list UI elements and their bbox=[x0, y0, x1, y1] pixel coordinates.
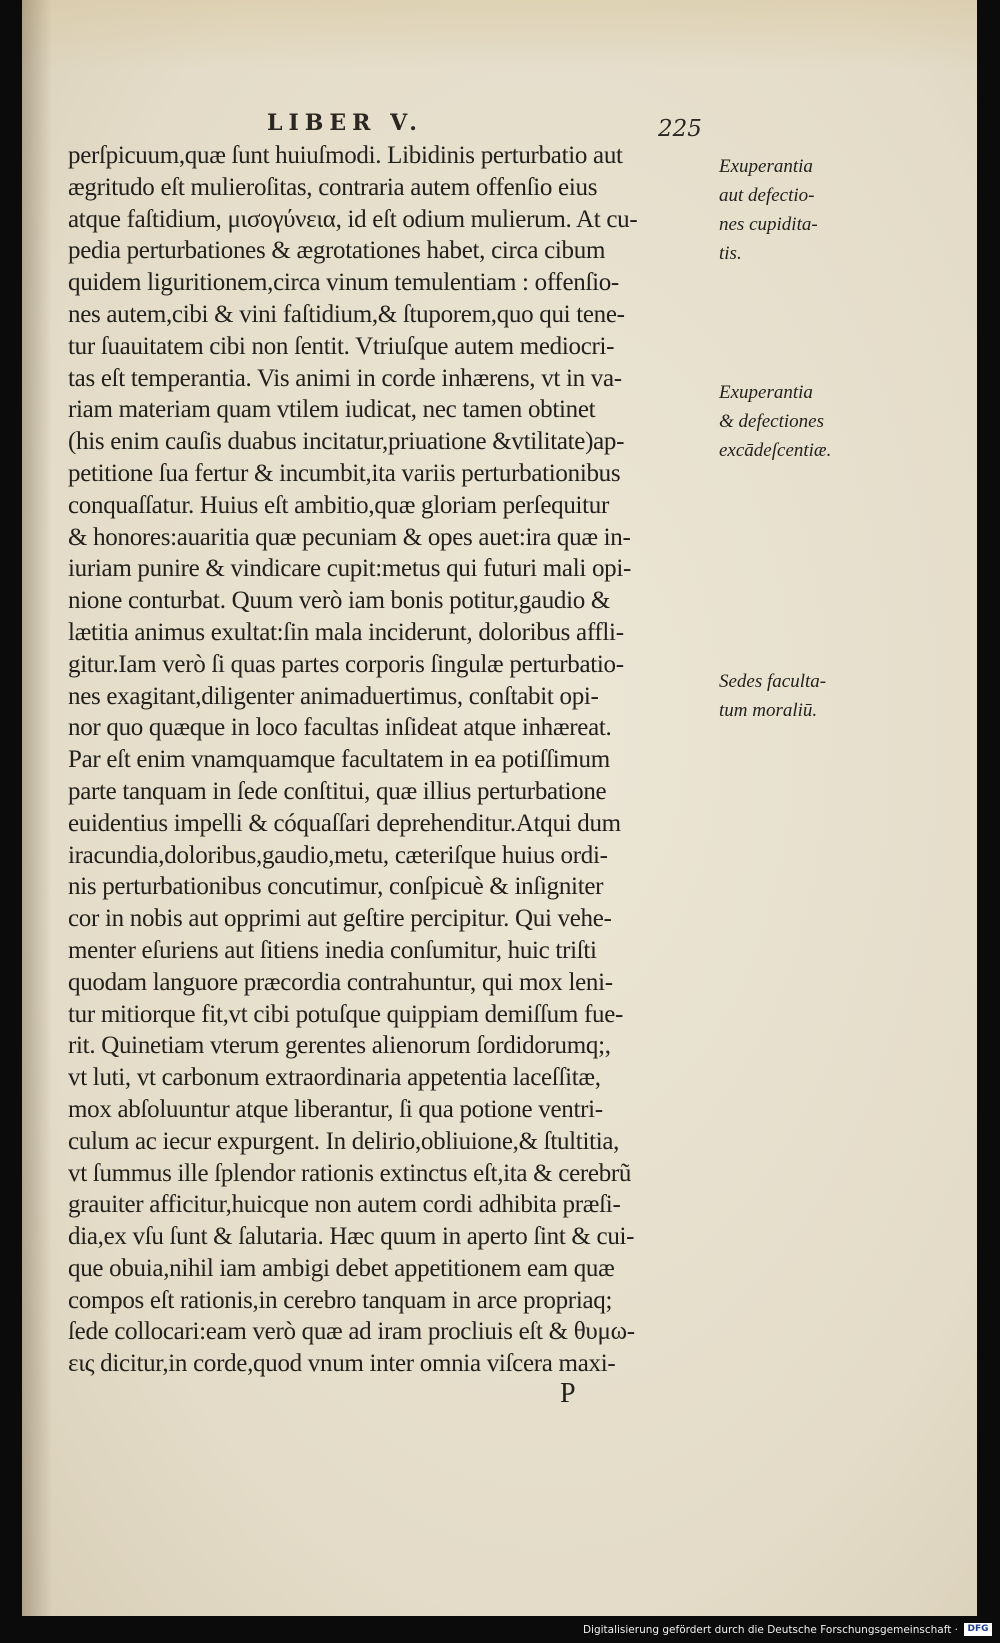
text-line: nor quo quæque in loco facultas inſideat atque inhæreat. bbox=[68, 714, 612, 742]
funding-credit: Digitalisierung gefördert durch die Deutsche Forschungsgemeinschaft · bbox=[582, 1624, 958, 1636]
text-line: vt luti, vt carbonum extraordinaria appetentia laceſſitæ, bbox=[68, 1064, 601, 1092]
text-line: dia,ex vſu ſunt & ſalutaria. Hæc quum in aperto ſint & cui- bbox=[68, 1223, 635, 1251]
marginal-note-1 bbox=[719, 152, 889, 268]
text-line: nis perturbationibus concutimur, conſpicuè & inſigniter bbox=[68, 873, 604, 901]
text-line: riam materiam quam vtilem iudicat, nec tamen obtinet bbox=[68, 396, 596, 424]
text-line: lætitia animus exultat:ſin mala inciderunt, doloribus affli- bbox=[68, 618, 624, 646]
running-head bbox=[22, 110, 977, 140]
text-line: menter eſuriens aut ſitiens inedia conſumitur, huic triſti bbox=[68, 936, 597, 964]
text-line: iracundia,doloribus,gaudio,metu, cæteriſque huius ordi- bbox=[68, 841, 608, 869]
text-line: nione conturbat. Quum verò iam bonis potitur,gaudio & bbox=[68, 587, 611, 615]
text-line: compos eſt rationis,in cerebro tanquam in arce propriaq; bbox=[68, 1286, 613, 1314]
text-line: quodam languore præcordia contrahuntur, qui mox leni- bbox=[68, 968, 613, 996]
main-text-block bbox=[68, 140, 708, 1380]
text-line: iuriam punire & vindicare cupit:metus qui futuri mali opi- bbox=[68, 555, 632, 583]
gutter-shadow bbox=[22, 0, 52, 1616]
text-line: ægritudo eſt mulieroſitas, contraria autem offenſio eius bbox=[68, 173, 598, 201]
text-line: rit. Quinetiam vterum gerentes alienorum ſordidorumq;, bbox=[68, 1032, 611, 1060]
marginal-note-line: tis. bbox=[719, 243, 742, 264]
dfg-logo: DFG bbox=[964, 1623, 992, 1636]
text-line: perſpicuum,quæ ſunt huiuſmodi. Libidinis perturbatio aut bbox=[68, 142, 623, 169]
marginal-note-line: Exuperantia bbox=[719, 156, 813, 177]
text-line: (his enim cauſis duabus incitatur,priuatione &vtilitate)ap- bbox=[68, 428, 625, 456]
text-line: nes exagitant,diligenter animaduertimus, conſtabit opi- bbox=[68, 682, 599, 710]
page-stain bbox=[22, 0, 977, 70]
text-line: tur ſuauitatem cibi non ſentit. Vtriuſque autem mediocri- bbox=[68, 332, 615, 360]
signature-mark: P bbox=[560, 1378, 576, 1409]
text-line: cor in nobis aut opprimi aut geſtire percipitur. Qui vehe- bbox=[68, 905, 612, 933]
marginal-note-line: excādeſcentiæ. bbox=[719, 440, 832, 461]
text-line: Par eſt enim vnamquamque facultatem in ea potiſſimum bbox=[68, 746, 610, 774]
text-line: quidem liguritionem,circa vinum temulentiam : offenſio- bbox=[68, 269, 619, 297]
text-line: mox abſoluuntur atque liberantur, ſi qua potione ventri- bbox=[68, 1095, 603, 1123]
marginal-note-2 bbox=[719, 378, 889, 465]
marginal-note-line: nes cupidita- bbox=[719, 214, 818, 235]
running-title: LIBER V. bbox=[267, 110, 423, 136]
book-page bbox=[22, 0, 977, 1616]
marginal-note-line: Exuperantia bbox=[719, 382, 813, 403]
text-line: & honores:auaritia quæ pecuniam & opes auet:ira quæ in- bbox=[68, 523, 631, 551]
text-line: conquaſſatur. Huius eſt ambitio,quæ gloriam perſequitur bbox=[68, 491, 610, 519]
text-line: gitur.Iam verò ſi quas partes corporis ſingulæ perturbatio- bbox=[68, 650, 624, 678]
text-line: grauiter afficitur,huicque non autem cordi adhibita præſi- bbox=[68, 1191, 621, 1219]
text-line: ſede collocari:eam verò quæ ad iram procliuis eſt & θυμω- bbox=[68, 1318, 635, 1346]
text-line: nes autem,cibi & vini faſtidium,& ſtuporem,quo qui tene- bbox=[68, 300, 625, 328]
marginal-note-line: aut defectio- bbox=[719, 185, 815, 206]
text-line: parte tanquam in ſede conſtitui, quæ illius perturbatione bbox=[68, 777, 607, 805]
marginal-note-line: & defectiones bbox=[719, 411, 824, 432]
text-line: que obuia,nihil iam ambigi debet appetitionem eam quæ bbox=[68, 1254, 615, 1282]
text-line: culum ac iecur expurgent. In delirio,obliuione,& ſtultitia, bbox=[68, 1127, 620, 1155]
marginal-note-line: tum moraliū. bbox=[719, 700, 818, 721]
text-line: εις dicitur,in corde,quod vnum inter omnia viſcera maxi- bbox=[68, 1350, 616, 1378]
text-line: euidentius impelli & cóquaſſari deprehenditur.Atqui dum bbox=[68, 809, 621, 837]
credit-bar bbox=[0, 1616, 1000, 1643]
text-line: petitione ſua fertur & incumbit,ita variis perturbationibus bbox=[68, 459, 621, 487]
text-line: pedia perturbationes & ægrotationes habet, circa cibum bbox=[68, 237, 606, 265]
page-number: 225 bbox=[658, 116, 702, 142]
text-line: vt ſummus ille ſplendor rationis extinctus eſt,ita & cerebrũ bbox=[68, 1159, 632, 1187]
text-line: tas eſt temperantia. Vis animi in corde inhærens, vt in va- bbox=[68, 364, 622, 392]
text-line: tur mitiorque fit,vt cibi potuſque quippiam demiſſum fue- bbox=[68, 1000, 624, 1028]
marginal-note-3 bbox=[719, 667, 889, 725]
text-line: atque faſtidium, μισογύνεια, id eſt odium mulierum. At cu- bbox=[68, 205, 638, 233]
marginal-note-line: Sedes faculta- bbox=[719, 671, 827, 692]
